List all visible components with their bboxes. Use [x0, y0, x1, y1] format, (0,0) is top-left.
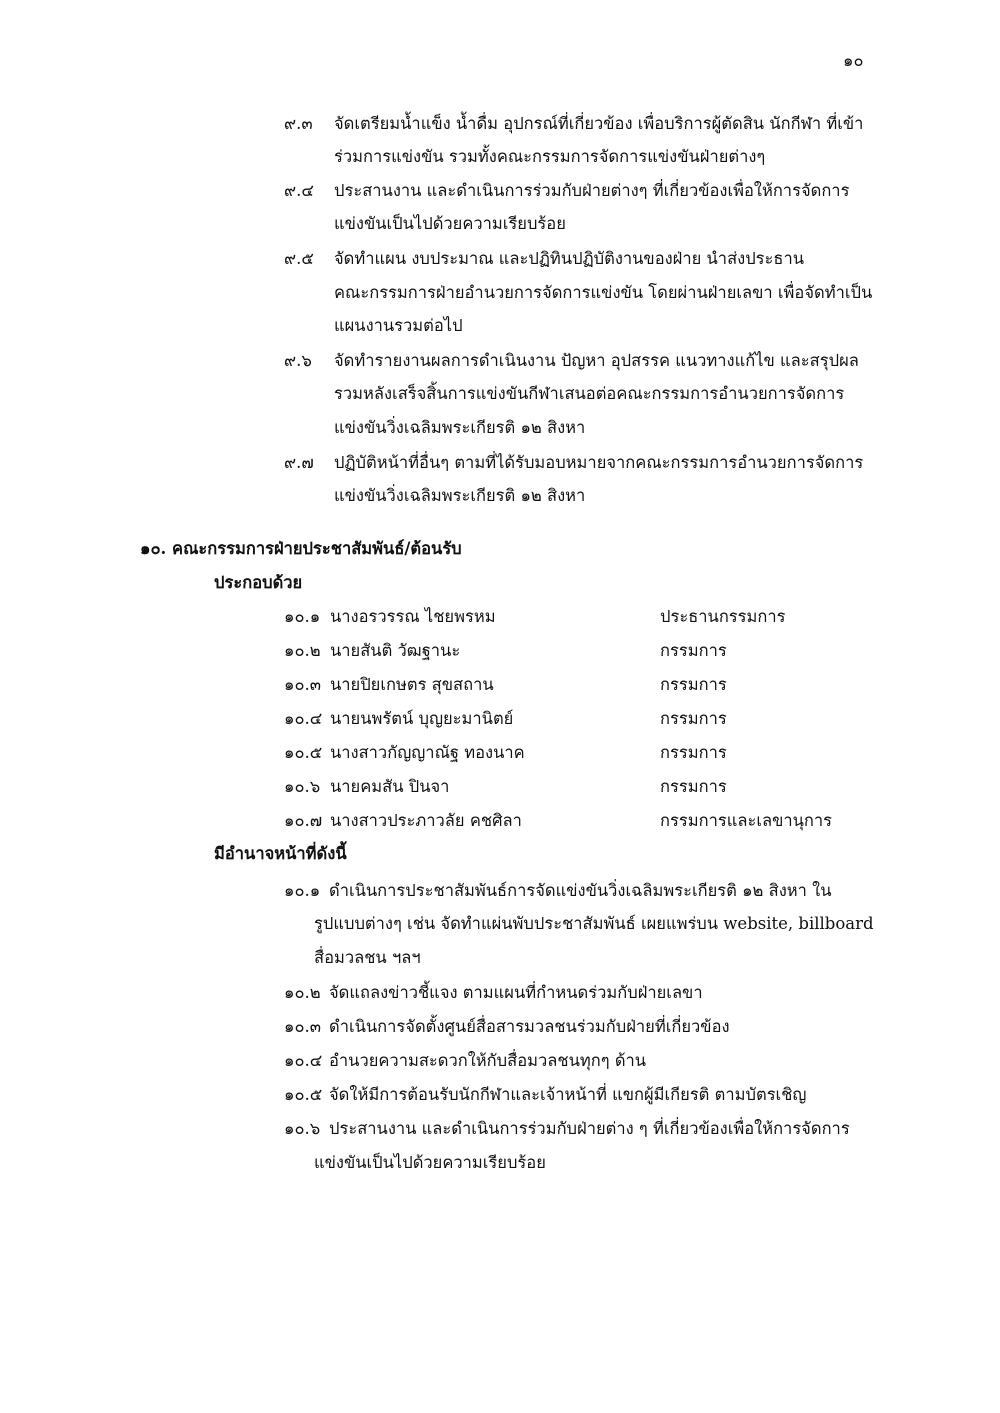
duty-line: ดำเนินการจัดตั้งศูนย์สื่อสารมวลชนร่วมกับฝ่ายที่เกี่ยวข้อง — [329, 1017, 730, 1036]
item-line: แข่งขันวิ่งเฉลิมพระเกียรติ ๑๒ สิงหา — [334, 418, 586, 437]
duty-number: ๑๐.๑ — [284, 881, 321, 900]
duty-line: จัดให้มีการต้อนรับนักกีฬาและเจ้าหน้าที่ แขกผู้มีเกียรติ ตามบัตรเชิญ — [329, 1085, 807, 1104]
item-line: ประสานงาน และดำเนินการร่วมกับฝ่ายต่างๆ ที่เกี่ยวข้องเพื่อให้การจัดการ — [334, 181, 850, 200]
member-name: นางสาวประภาวลัย คชศิลา — [330, 811, 522, 830]
member-number: ๑๐.๒ — [284, 641, 321, 660]
item-line: แผนงานรวมต่อไป — [334, 316, 463, 335]
duty-line: ประสานงาน และดำเนินการร่วมกับฝ่ายต่าง ๆ ที่เกี่ยวข้องเพื่อให้การจัดการ — [329, 1119, 850, 1138]
member-role: กรรมการ — [660, 709, 727, 728]
member-name: นางอรวรรณ ไชยพรหม — [330, 607, 496, 626]
section10-heading: ๑๐. คณะกรรมการฝ่ายประชาสัมพันธ์/ต้อนรับ — [140, 539, 462, 558]
member-name: นายนพรัตน์ บุญยะมานิตย์ — [330, 709, 514, 728]
duties-heading: มีอำนาจหน้าที่ดังนี้ — [214, 844, 347, 863]
member-number: ๑๐.๓ — [284, 675, 322, 694]
item-number: ๙.๔ — [284, 181, 314, 200]
item-number: ๙.๓ — [284, 114, 313, 133]
item-line: ปฏิบัติหน้าที่อื่นๆ ตามที่ได้รับมอบหมายจากคณะกรรมการอำนวยการจัดการ — [334, 453, 864, 472]
page-number: ๑๐ — [843, 51, 864, 70]
member-name: นายคมสัน ปินจา — [330, 777, 450, 796]
duty-number: ๑๐.๓ — [284, 1017, 322, 1036]
item-line: รวมหลังเสร็จสิ้นการแข่งขันกีฬาเสนอต่อคณะกรรมการอำนวยการจัดการ — [334, 384, 845, 403]
composed-of-label: ประกอบด้วย — [214, 573, 303, 592]
item-number: ๙.๕ — [284, 249, 314, 268]
member-number: ๑๐.๖ — [284, 777, 321, 796]
duty-line: อำนวยความสะดวกให้กับสื่อมวลชนทุกๆ ด้าน — [329, 1051, 647, 1070]
item-line: จัดทำรายงานผลการดำเนินงาน ปัญหา อุปสรรค แนวทางแก้ไข และสรุปผล — [334, 351, 859, 370]
member-name: นายปิยเกษตร สุขสถาน — [330, 675, 494, 694]
duty-number: ๑๐.๕ — [284, 1085, 323, 1104]
duty-line: จัดแถลงข่าวชี้แจง ตามแผนที่กำหนดร่วมกับฝ่ายเลขา — [329, 983, 703, 1002]
member-name: นางสาวกัญญาณัฐ ทองนาค — [330, 743, 525, 762]
item-line: ร่วมการแข่งขัน รวมทั้งคณะกรรมการจัดการแข่งขันฝ่ายต่างๆ — [334, 147, 766, 166]
member-role: กรรมการ — [660, 743, 727, 762]
member-number: ๑๐.๑ — [284, 607, 321, 626]
item-number: ๙.๗ — [284, 453, 314, 472]
member-number: ๑๐.๗ — [284, 811, 323, 830]
duty-number: ๑๐.๔ — [284, 1051, 323, 1070]
member-role: กรรมการ — [660, 641, 727, 660]
member-role: ประธานกรรมการ — [660, 607, 786, 626]
duty-line: แข่งขันเป็นไปด้วยความเรียบร้อย — [314, 1153, 546, 1172]
item-line: คณะกรรมการฝ่ายอำนวยการจัดการแข่งขัน โดยผ่านฝ่ายเลขา เพื่อจัดทำเป็น — [334, 283, 873, 302]
item-line: แข่งขันวิ่งเฉลิมพระเกียรติ ๑๒ สิงหา — [334, 486, 586, 505]
duty-line: สื่อมวลชน ฯลฯ — [314, 948, 421, 967]
member-number: ๑๐.๔ — [284, 709, 323, 728]
member-name: นายสันติ วัฒฐานะ — [330, 641, 461, 660]
member-number: ๑๐.๕ — [284, 743, 323, 762]
duty-number: ๑๐.๒ — [284, 983, 321, 1002]
item-line: จัดทำแผน งบประมาณ และปฏิทินปฏิบัติงานของฝ่าย นำส่งประธาน — [334, 249, 805, 268]
item-number: ๙.๖ — [284, 351, 312, 370]
member-role: กรรมการ — [660, 675, 727, 694]
item-line: แข่งขันเป็นไปด้วยความเรียบร้อย — [334, 214, 566, 233]
duty-line: ดำเนินการประชาสัมพันธ์การจัดแข่งขันวิ่งเฉลิมพระเกียรติ ๑๒ สิงหา ใน — [329, 881, 832, 900]
member-role: กรรมการและเลขานุการ — [660, 811, 833, 830]
duty-line: รูปแบบต่างๆ เช่น จัดทำแผ่นพับประชาสัมพันธ์ เผยแพร่บน website, billboard — [314, 914, 874, 933]
item-line: จัดเตรียมน้ำแข็ง น้ำดื่ม อุปกรณ์ที่เกี่ยวข้อง เพื่อบริการผู้ตัดสิน นักกีฬา ที่เข้า — [334, 114, 864, 133]
member-role: กรรมการ — [660, 777, 727, 796]
duty-number: ๑๐.๖ — [284, 1119, 321, 1138]
